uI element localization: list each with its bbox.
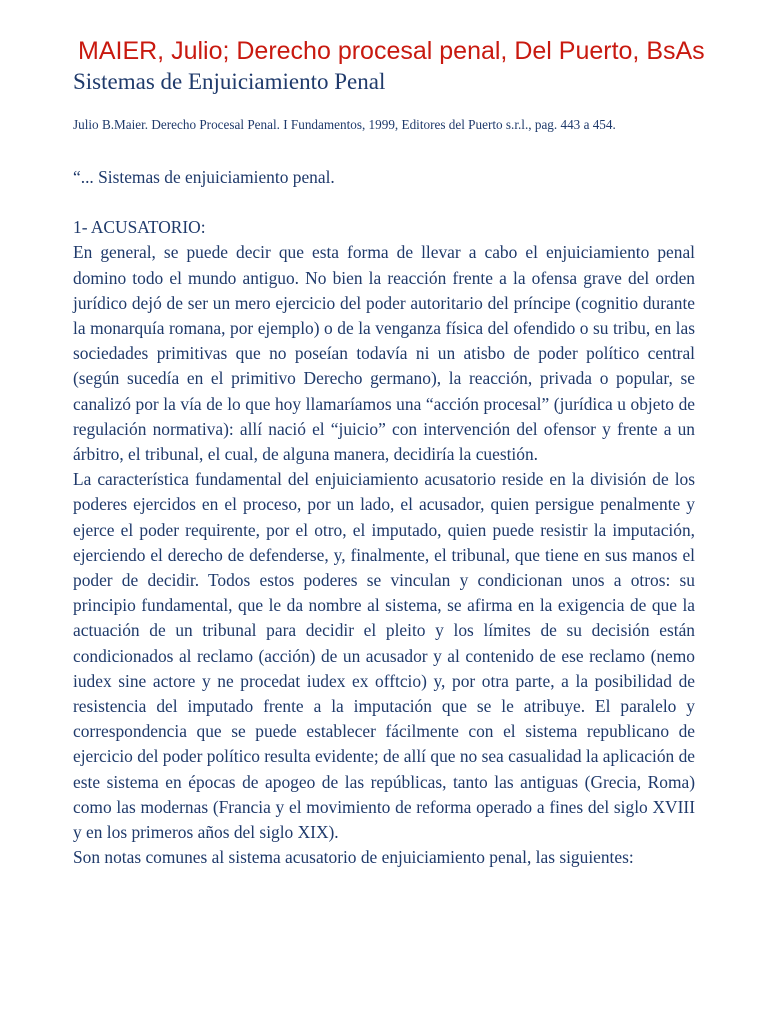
document-title: Sistemas de Enjuiciamiento Penal (73, 69, 386, 94)
source-title: MAIER, Julio; Derecho procesal penal, Del Puerto, BsAs (78, 37, 705, 65)
section-heading: 1- ACUSATORIO: (73, 217, 206, 238)
paragraph-3: Son notas comunes al sistema acusatorio de enjuiciamiento penal, las siguientes: (73, 847, 634, 868)
intro-line: “... Sistemas de enjuiciamiento penal. (73, 167, 335, 187)
paragraph-1: En general, se puede decir que esta forma de llevar a cabo el enjuiciamiento penal domino todo el mundo antiguo. No bien la reacción frente a la ofensa grave del orden jurídico dejó de ser un mero ejercicio del poder autoritario del príncipe (cognitio durante la monarquía romana, por ejemplo) o de la venganza física del ofendido o su tribu, en las sociedades primitivas que no poseían todavía ni un atisbo de poder político central (según sucedía en el primitivo Derecho germano), la reacción, privada o popular, se canalizó por la vía de lo que hoy llamaríamos una “acción procesal” (jurídica u objeto de regulación normativa): allí nació el “juicio” con intervención del ofensor y frente a un árbitro, el tribunal, el cual, de alguna manera, decidiría la cuestión. (73, 242, 695, 465)
document-body (73, 165, 695, 870)
citation-line: Julio B.Maier. Derecho Procesal Penal. I Fundamentos, 1999, Editores del Puerto s.r.l., pag. 443 a 454. (73, 117, 616, 132)
paragraph-2: La característica fundamental del enjuiciamiento acusatorio reside en la división de los poderes ejercidos en el proceso, por un lado, el acusador, quien persigue penalmente y ejerce el poder requirente, por el otro, el imputado, quien puede resistir la imputación, ejerciendo el derecho de defenderse, y, finalmente, el tribunal, que tiene en sus manos el poder de decidir. Todos estos poderes se vinculan y condicionan unos a otros: su principio fundamental, que le da nombre al sistema, se afirma en la exigencia de que la actuación de un tribunal para decidir el pleito y los límites de su decisión están condicionados al reclamo (acción) de un acusador y al contenido de ese reclamo (nemo iudex sine actore y ne procedat iudex ex offtcio) y, por otra parte, a la posibilidad de resistencia del imputado frente a la imputación que se le atribuye. El paralelo y correspondencia que se puede establecer fácilmente con el sistema republicano de ejercicio del poder político resulta evidente; de allí que no sea casualidad la aplicación de este sistema en épocas de apogeo de las repúblicas, tanto las antiguas (Grecia, Roma) como las modernas (Francia y el movimiento de reforma operado a fines del siglo XVIII y en los primeros años del siglo XIX). (73, 469, 695, 843)
